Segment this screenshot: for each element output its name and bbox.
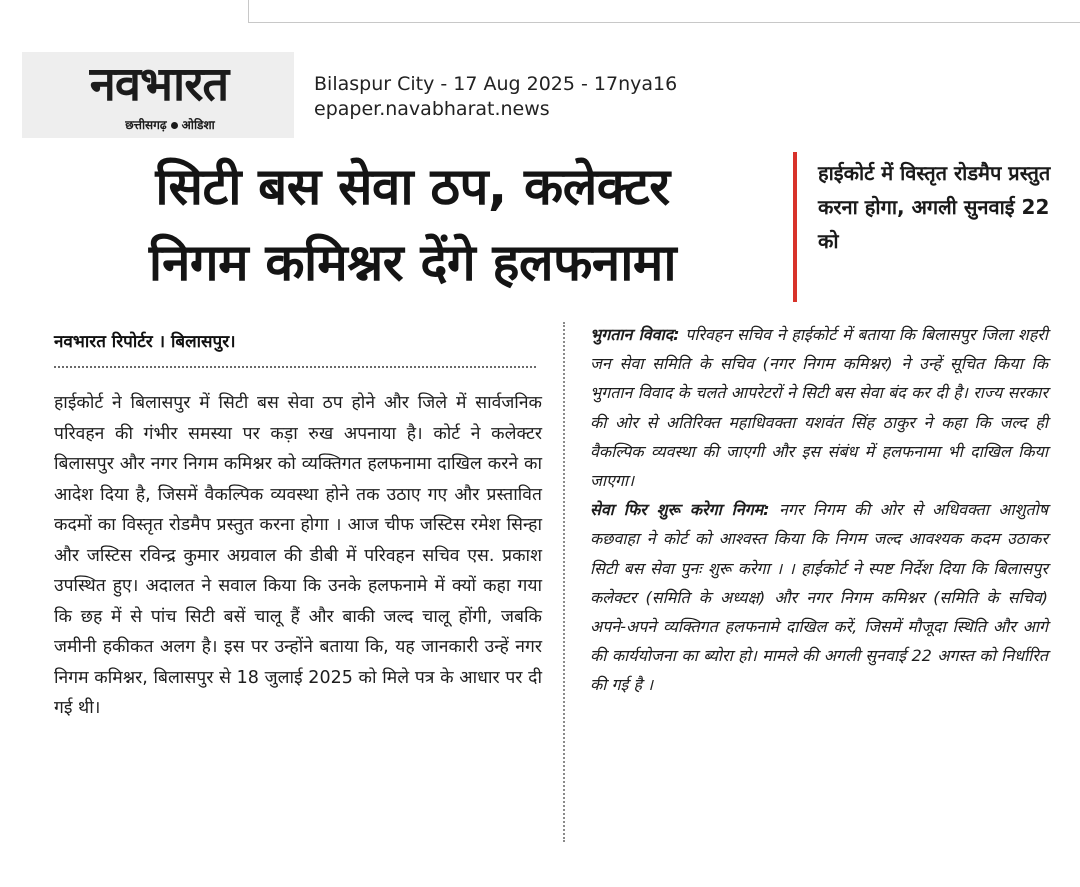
article-body-left: हाईकोर्ट ने बिलासपुर में सिटी बस सेवा ठप होने और जिले में सार्वजनिक परिवहन की गंभीर समस्या पर कड़ा रुख अपनाया है। कोर्ट ने कलेक्टर बिलासपुर और नगर निगम कमिश्नर को व्यक्तिगत हलफनामा दाखिल करने का आदेश दिया है, जिसमें वैकल्पिक व्यवस्था होने तक उठाए गए और प्रस्तावित कदमों का विस्तृत रोडमैप प्रस्तुत करना होगा । आज चीफ जस्टिस रमेश सिन्हा और जस्टिस रविन्द्र कुमार अग्रवाल की डीबी में परिवहन सचिव एस. प्रकाश उपस्थित हुए। अदालत ने सवाल किया कि उनके हलफनामे में क्यों कहा गया कि छह में से पांच सिटी बसें चालू हैं और बाकी जल्द चालू होंगी, जबकि जमीनी हकीकत अलग है। इस पर उन्होंने बताया कि, यह जानकारी उन्हें नगर निगम कमिश्नर, बिलासपुर से 18 जुलाई 2025 को मिले पत्र के आधार पर दी गई थी। xyxy=(54,393,542,718)
article-body-right xyxy=(590,320,1048,840)
column-divider xyxy=(563,322,565,842)
subhead-payment-dispute: भुगतान विवाद: xyxy=(590,325,680,344)
edition-info: Bilaspur City - 17 Aug 2025 - 17nya16 xyxy=(314,73,678,95)
logo-region-tagline xyxy=(80,116,260,134)
subhead-service-resume: सेवा फिर शुरू करेगा निगम: xyxy=(590,500,770,520)
logo-wordmark: नवभारत xyxy=(89,57,229,112)
epaper-website: epaper.navabharat.news xyxy=(314,98,550,120)
paragraph-payment-dispute: परिवहन सचिव ने हाईकोर्ट में बताया कि बिलासपुर जिला शहरी जन सेवा समिति के सचिव (नगर निगम कमिश्नर) ने उन्हें सूचित किया कि भुगतान विवाद के चलते आपरेटरों ने सिटी बस सेवा बंद कर दी है। राज्य सरकार की ओर से अतिरिक्त महाधिवक्ता यशवंत सिंह ठाकुर ने कहा कि जल्द ही वैकल्पिक व्यवस्था की जाएगी और इस संबंध में हलफनामा भी दाखिल किया जाएगा। xyxy=(590,325,1048,491)
article-headline xyxy=(40,150,785,302)
byline-divider xyxy=(54,366,536,368)
logo-region-right: ओडिशा xyxy=(181,118,215,132)
newspaper-logo xyxy=(22,52,294,138)
deck-accent-rule xyxy=(793,152,797,302)
article-deck: हाईकोर्ट में विस्तृत रोडमैप प्रस्तुत करना होगा, अगली सुनवाई 22 को xyxy=(818,161,1051,253)
bullet-dot-icon xyxy=(171,122,178,129)
edition-meta xyxy=(314,72,734,122)
paragraph-service-resume: नगर निगम की ओर से अधिवक्ता आशुतोष कछवाहा ने कोर्ट को आश्वस्त किया कि निगम जल्द आवश्यक कदम उठाकर सिटी बस सेवा पुनः शुरू करेगा । । हाईकोर्ट ने स्पष्ट निर्देश दिया कि बिलासपुर कलेक्टर (समिति के अध्यक्ष) और नगर निगम कमिश्नर (समिति के सचिव) अपने-अपने व्यक्तिगत हलफनामे दाखिल करें, जिसमें मौजूदा स्थिति और आगे की कार्ययोजना का ब्योरा हो। मामले की अगली सुनवाई 22 अगस्त को निर्धारित की गई है । xyxy=(590,500,1048,695)
article-byline: नवभारत रिपोर्टर । बिलासपुर। xyxy=(54,332,236,352)
headline-line-2: निगम कमिश्नर देंगे हलफनामा xyxy=(148,234,677,293)
top-frame-edge xyxy=(248,0,1080,23)
headline-line-1: सिटी बस सेवा ठप, कलेक्टर xyxy=(155,158,670,217)
logo-region-left: छत्तीसगढ़ xyxy=(125,118,167,132)
